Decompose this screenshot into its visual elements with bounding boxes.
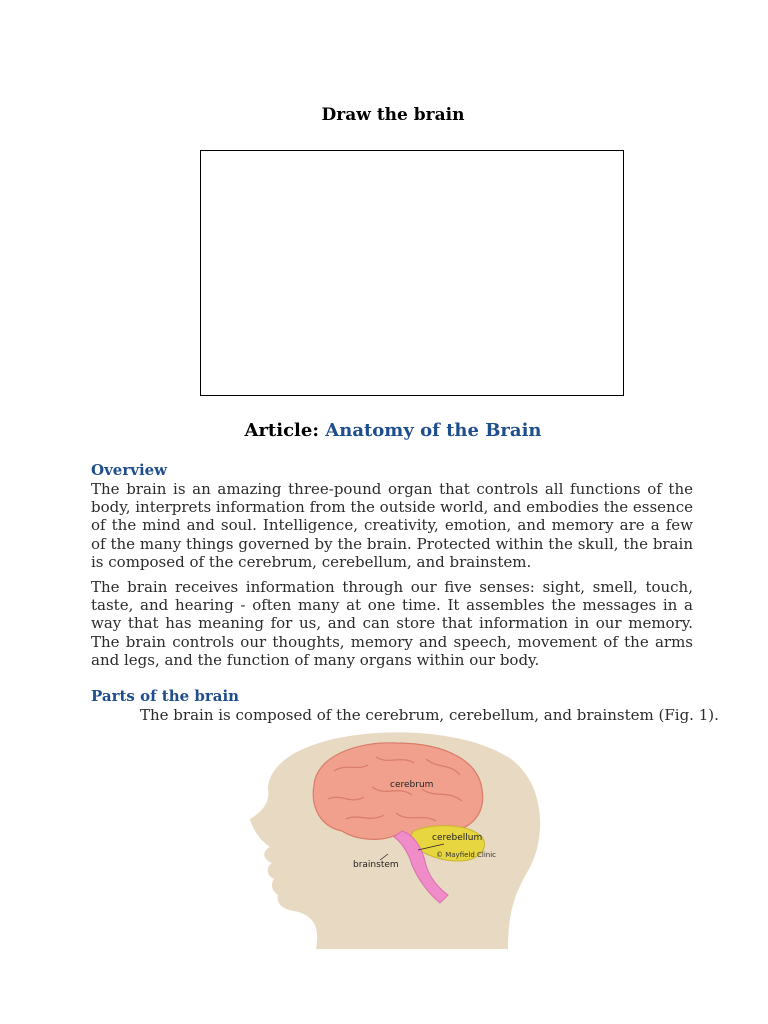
brain-figure — [246, 727, 546, 949]
figure-credit: © Mayfield Clinic — [436, 851, 497, 859]
article-title-link[interactable]: Anatomy of the Brain — [325, 420, 542, 441]
article-label: Article: — [244, 420, 319, 441]
brainstem-label: brainstem — [353, 860, 399, 870]
cerebrum-label: cerebrum — [390, 780, 434, 790]
overview-heading: Overview — [91, 461, 168, 479]
article-heading — [0, 420, 768, 441]
brain-illustration — [246, 727, 546, 949]
cerebellum-label: cerebellum — [432, 833, 483, 843]
overview-paragraph-2: The brain receives information through our five senses: sight, smell, touch, taste, and hearing - often many at one time. It assembles the messages in a way that has meaning for us, and can store that information in our memory. The brain controls our thoughts, memory and speech, movement of the arms and legs, and the function of many organs within our body. — [91, 578, 693, 669]
drawing-area-box[interactable] — [200, 150, 624, 396]
overview-paragraph-1: The brain is an amazing three-pound organ that controls all functions of the body, interprets information from the outside world, and embodies the essence of the mind and soul. Intelligence, creativity, emotion, and memory are a few of the many things governed by the brain. Protected within the skull, the brain is composed of the cerebrum, cerebellum, and brainstem. — [91, 480, 693, 571]
parts-heading: Parts of the brain — [91, 687, 240, 705]
parts-intro: The brain is composed of the cerebrum, cerebellum, and brainstem (Fig. 1). — [140, 706, 719, 724]
worksheet-title: Draw the brain — [321, 105, 465, 125]
